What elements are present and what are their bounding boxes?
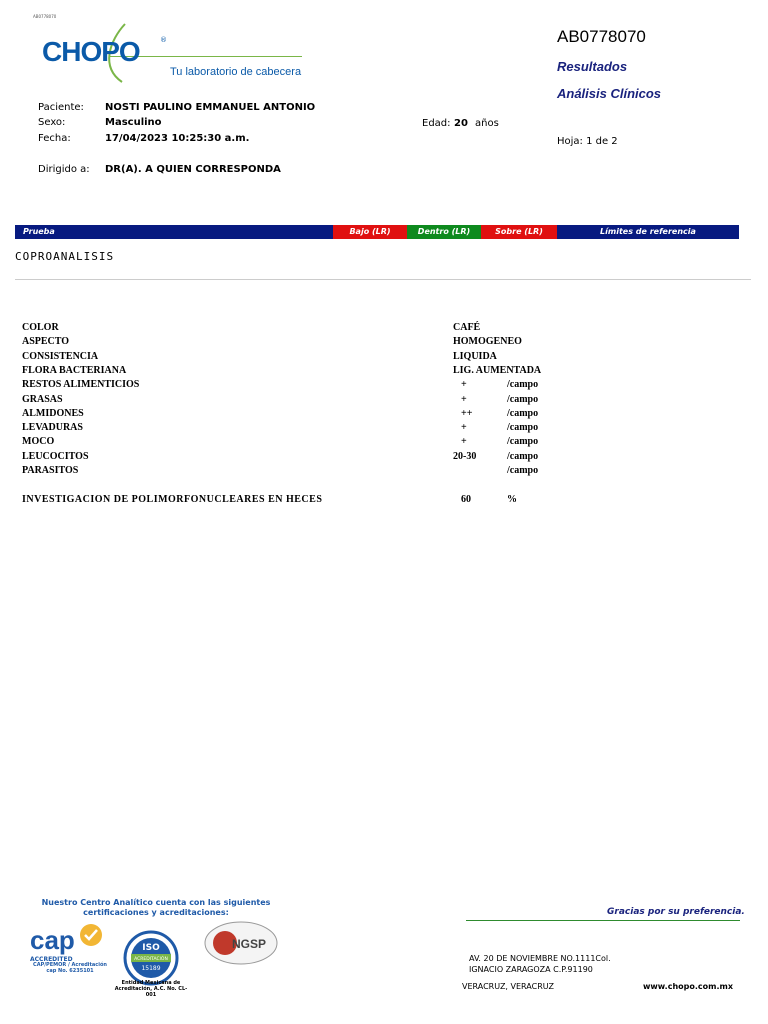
result-unit: /campo bbox=[507, 422, 539, 434]
iso-acreditacion-text: ACREDITACIÓN bbox=[134, 957, 168, 962]
result-value: LIG. AUMENTADA bbox=[453, 364, 542, 376]
result-value: + bbox=[461, 422, 467, 434]
folio-number: AB0778070 bbox=[557, 27, 646, 46]
result-row bbox=[22, 436, 562, 450]
result-unit: /campo bbox=[507, 379, 539, 391]
thanks-text: Gracias por su preferencia. bbox=[607, 907, 745, 917]
registered-icon: ® bbox=[160, 36, 167, 44]
result-value: + bbox=[461, 379, 467, 391]
result-value: CAFÉ bbox=[453, 322, 481, 333]
website-link[interactable]: www.chopo.com.mx bbox=[643, 982, 734, 991]
result-name: COLOR bbox=[22, 322, 59, 333]
result-value: + bbox=[461, 436, 467, 448]
address bbox=[469, 953, 611, 975]
cap-accreditation-logo bbox=[30, 925, 75, 963]
age-value: 20 bbox=[454, 118, 468, 129]
patient-label: Paciente: bbox=[38, 102, 84, 113]
result-unit: /campo bbox=[507, 465, 539, 476]
city: VERACRUZ, VERACRUZ bbox=[462, 982, 554, 991]
result-value: 20-30 bbox=[453, 450, 477, 462]
page-indicator: Hoja: 1 de 2 bbox=[557, 136, 618, 147]
result-value: 60 bbox=[461, 494, 471, 505]
age-unit: años bbox=[475, 118, 499, 129]
section-title: COPROANALISIS bbox=[15, 250, 115, 263]
result-name: PARASITOS bbox=[22, 465, 79, 476]
result-value: + bbox=[461, 393, 467, 405]
result-row bbox=[22, 322, 562, 336]
col-bajo: Bajo (LR) bbox=[333, 225, 407, 239]
ema-note: Entidad Mexicana de Acreditación, A.C. No. CL-001 bbox=[114, 980, 188, 998]
result-value: LIQUIDA bbox=[453, 350, 497, 362]
cap-logo-text: cap bbox=[30, 925, 75, 955]
addressed-label: Dirigido a: bbox=[38, 164, 90, 175]
result-row bbox=[22, 379, 562, 393]
iso-number-text: 15189 bbox=[141, 965, 161, 972]
result-row-pmn bbox=[22, 494, 562, 508]
result-unit: /campo bbox=[507, 407, 539, 419]
result-row bbox=[22, 351, 562, 365]
result-unit: /campo bbox=[507, 450, 539, 462]
doc-title-results: Resultados bbox=[557, 59, 628, 74]
cap-note: CAP/PEMOR / Acreditación cap No. 6235101 bbox=[33, 962, 107, 974]
address-line-2: IGNACIO ZARAGOZA C.P.91190 bbox=[469, 965, 593, 974]
result-row bbox=[22, 408, 562, 422]
ngsp-text: NGSP bbox=[231, 937, 267, 951]
logo-brand: CHOPO bbox=[42, 36, 140, 67]
section-divider bbox=[15, 279, 751, 280]
doc-title-analysis: Análisis Clínicos bbox=[557, 86, 662, 101]
patient-name: NOSTI PAULINO EMMANUEL ANTONIO bbox=[105, 102, 316, 113]
cap-check-icon bbox=[78, 922, 104, 952]
result-name: ASPECTO bbox=[22, 336, 70, 348]
address-line-1: AV. 20 DE NOVIEMBRE NO.1111Col. bbox=[469, 954, 611, 963]
result-row bbox=[22, 336, 562, 350]
footer-divider bbox=[466, 920, 740, 921]
sex-value: Masculino bbox=[105, 117, 162, 128]
result-row bbox=[22, 451, 562, 465]
result-name: LEVADURAS bbox=[22, 422, 83, 434]
iso-text: ISO bbox=[142, 943, 160, 953]
date-label: Fecha: bbox=[38, 133, 71, 144]
result-name: INVESTIGACION DE POLIMORFONUCLEARES EN HECES bbox=[22, 494, 323, 505]
result-unit: /campo bbox=[507, 393, 539, 405]
result-row bbox=[22, 422, 562, 436]
col-prueba: Prueba bbox=[23, 227, 55, 236]
result-name: MOCO bbox=[22, 436, 55, 448]
ngsp-seal bbox=[203, 920, 279, 966]
col-dentro: Dentro (LR) bbox=[407, 225, 481, 239]
result-name: ALMIDONES bbox=[22, 407, 84, 419]
cap-accredited-text: ACCREDITED bbox=[30, 956, 73, 963]
result-row bbox=[22, 365, 562, 379]
ema-iso-seal bbox=[123, 930, 179, 986]
result-name: FLORA BACTERIANA bbox=[22, 364, 127, 376]
result-row bbox=[22, 465, 562, 479]
result-row bbox=[22, 394, 562, 408]
result-value: ++ bbox=[461, 407, 473, 419]
result-unit: % bbox=[507, 494, 517, 505]
result-unit: /campo bbox=[507, 436, 539, 448]
col-sobre: Sobre (LR) bbox=[481, 225, 557, 239]
result-value: HOMOGENEO bbox=[453, 336, 522, 348]
result-name: CONSISTENCIA bbox=[22, 350, 99, 362]
date-value: 17/04/2023 10:25:30 a.m. bbox=[105, 133, 250, 144]
result-name: LEUCOCITOS bbox=[22, 450, 89, 462]
result-name: GRASAS bbox=[22, 393, 63, 405]
certifications-title: Nuestro Centro Analítico cuenta con las siguientes certificaciones y acreditaciones: bbox=[41, 898, 271, 917]
logo-tagline: Tu laboratorio de cabecera bbox=[170, 66, 302, 78]
age-label: Edad: bbox=[422, 118, 451, 129]
top-code: AB0778070 bbox=[33, 14, 57, 19]
sex-label: Sexo: bbox=[38, 117, 66, 128]
addressed-value: DR(A). A QUIEN CORRESPONDA bbox=[105, 164, 281, 175]
col-limites: Límites de referencia bbox=[600, 227, 696, 236]
result-name: RESTOS ALIMENTICIOS bbox=[22, 379, 140, 391]
results-header-bar bbox=[15, 225, 739, 239]
